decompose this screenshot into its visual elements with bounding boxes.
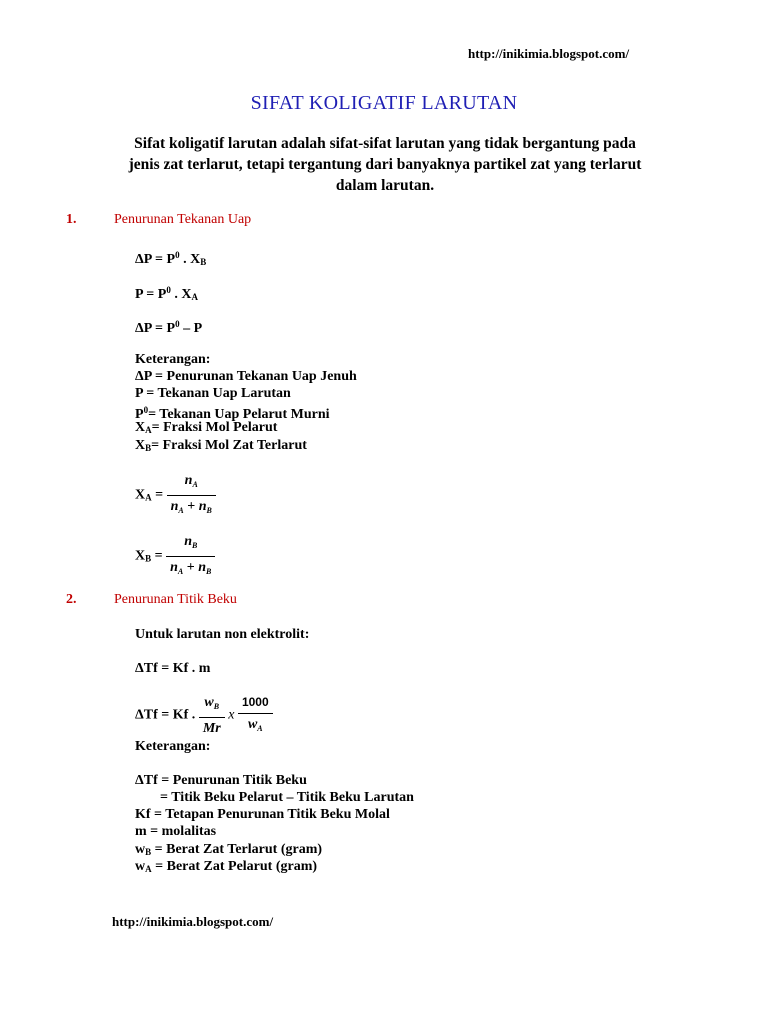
1000-wa-fraction: $\frac{1000}{w_A}$ <box>238 694 273 737</box>
intro-paragraph: Sifat koligatif larutan adalah sifat-sifat larutan yang tidak bergantung pada jenis zat terlarut, tetapi tergantung dari banyaknya partikel zat yang terlarut dalam larutan. <box>128 135 642 194</box>
section-1-keterangan: Keterangan: <box>135 352 211 367</box>
footer-url[interactable]: http://inikimia.blogspot.com/ <box>112 914 274 929</box>
section-2-intro: Untuk larutan non elektrolit: <box>135 627 310 642</box>
xb-fraction: $\frac{n_B}{n_A + n_B}$ <box>166 533 215 580</box>
page-title: SIFAT KOLIGATIF LARUTAN <box>250 92 518 114</box>
note-wb: $w_B$ = Berat Zat Terlarut (gram) <box>135 842 323 857</box>
formula-p-xa: $P = P^0$ . $X_A$ <box>135 285 198 302</box>
note-xa: $X_A=$ Fraksi Mol Pelarut <box>135 420 278 435</box>
section-1-heading: Penurunan Tekanan Uap <box>114 212 252 227</box>
formula-delta-p-diff: $\Delta P = P^0 - P$ <box>135 319 203 336</box>
note-m: m = molalitas <box>135 824 217 839</box>
section-2-heading: Penurunan Titik Beku <box>114 592 237 607</box>
note-xb: $X_B=$ Fraksi Mol Zat Terlarut <box>135 438 307 453</box>
section-2-number: 2. <box>66 592 77 607</box>
note-delta-tf-def: = Titik Beku Pelarut – Titik Beku Larutan <box>160 790 414 805</box>
note-wa: $w_A$ = Berat Zat Pelarut (gram) <box>135 859 318 874</box>
note-kf: Kf = Tetapan Penurunan Titik Beku Molal <box>135 807 390 822</box>
wb-mr-fraction: $\frac{w_B}{Mr}$ <box>199 694 225 737</box>
note-p0: $P^0=$ Tekanan Uap Pelarut Murni <box>135 405 330 422</box>
note-delta-p: ΔP = Penurunan Tekanan Uap Jenuh <box>135 369 357 384</box>
formula-delta-p-xb: $\Delta P = P^0$ . $X_B$ <box>135 250 207 267</box>
formula-delta-tf-expanded: ΔTf = Kf . $\frac{w_B}{Mr}$ x $\frac{1000}{w_A}$ <box>135 694 273 737</box>
note-p: P = Tekanan Uap Larutan <box>135 386 291 401</box>
section-2-keterangan: Keterangan: <box>135 739 211 754</box>
section-1-number: 1. <box>66 212 77 227</box>
formula-xb-fraction: $X_B$ = $\frac{n_B}{n_A + n_B}$ <box>135 533 215 580</box>
formula-xa-fraction: $X_A$ = $\frac{n_A}{n_A + n_B}$ <box>135 472 216 519</box>
formula-delta-tf: ΔTf = Kf . m <box>135 661 211 676</box>
note-delta-tf: ΔTf = Penurunan Titik Beku <box>135 773 307 788</box>
xa-fraction: $\frac{n_A}{n_A + n_B}$ <box>167 472 216 519</box>
header-url[interactable]: http://inikimia.blogspot.com/ <box>468 46 630 61</box>
